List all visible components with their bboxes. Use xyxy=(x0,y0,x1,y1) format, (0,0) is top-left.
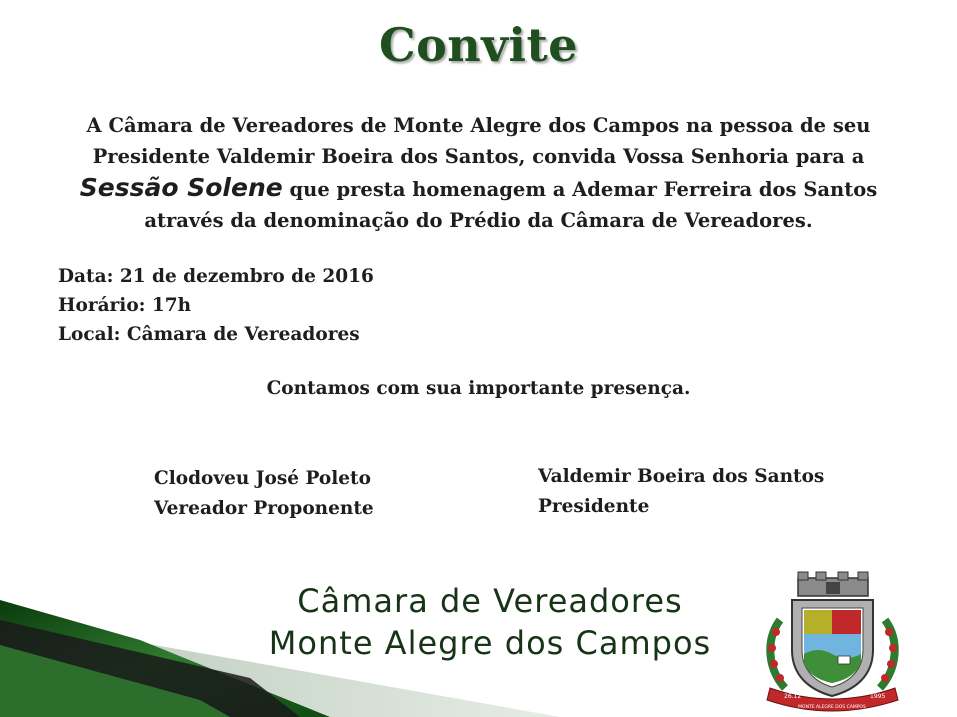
signature-proponent xyxy=(154,464,374,524)
event-place: Local: Câmara de Vereadores xyxy=(58,324,360,345)
intro-line-3-rest: que presta homenagem a Ademar Ferreira dos Santos xyxy=(282,178,878,201)
session-name: Sessão Solene xyxy=(79,173,283,202)
shield-icon xyxy=(792,600,873,696)
signature-president xyxy=(538,462,824,522)
event-details xyxy=(58,262,374,349)
proponent-name: Clodoveu José Poleto xyxy=(154,468,371,489)
closing-sentence: Contamos com sua importante presença. xyxy=(266,378,691,399)
invitation-title: Convite xyxy=(379,18,578,72)
footer-line-2: Monte Alegre dos Campos xyxy=(268,624,712,662)
crest-ribbon-text: MONTE ALEGRE DOS CAMPOS xyxy=(798,705,866,710)
intro-line-2: Presidente Valdemir Boeira dos Santos, convida Vossa Senhoria para a xyxy=(92,145,865,168)
event-time: Horário: 17h xyxy=(58,295,192,316)
footer-line-1: Câmara de Vereadores xyxy=(297,582,683,620)
intro-line-3 xyxy=(40,172,917,205)
intro-line-4: através da denominação do Prédio da Câmara de Vereadores. xyxy=(144,209,813,232)
invitation-intro xyxy=(40,110,917,236)
event-date: Data: 21 de dezembro de 2016 xyxy=(58,266,374,287)
footer-institution xyxy=(230,580,750,664)
president-role: Presidente xyxy=(538,496,650,517)
president-name: Valdemir Boeira dos Santos xyxy=(538,466,825,487)
crest-year-right: 1995 xyxy=(870,693,886,700)
crest-year-left: 26.12 xyxy=(784,693,802,700)
intro-line-1: A Câmara de Vereadores de Monte Alegre dos Campos na pessoa de seu xyxy=(86,114,871,137)
proponent-role: Vereador Proponente xyxy=(154,498,374,519)
crown-icon xyxy=(798,572,868,596)
municipal-coat-of-arms xyxy=(760,570,905,712)
